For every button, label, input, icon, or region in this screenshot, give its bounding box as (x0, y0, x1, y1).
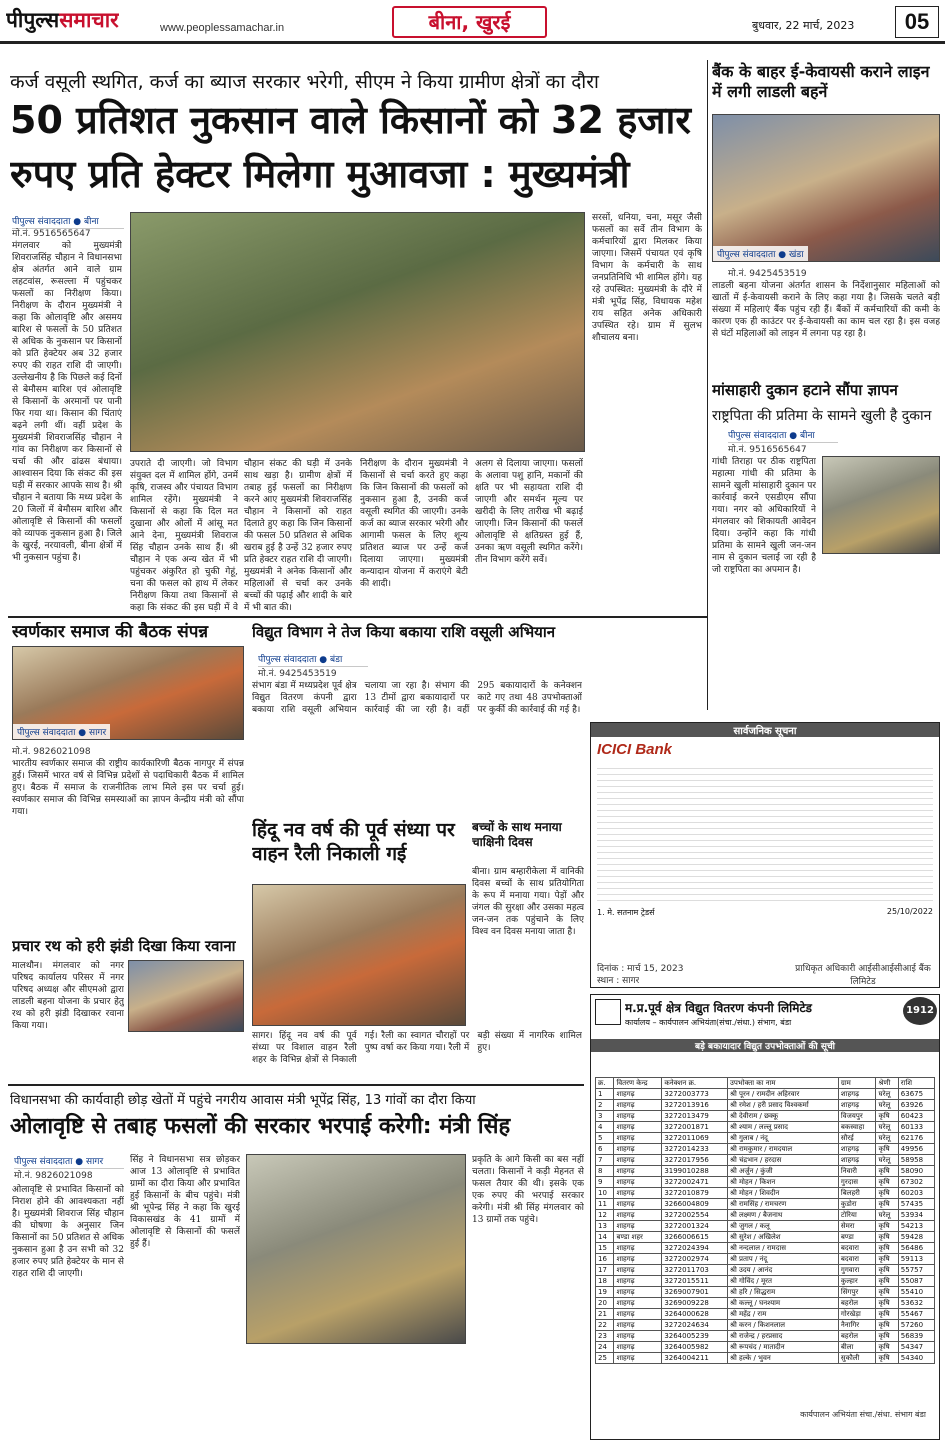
table-cell: कृषि (876, 1331, 898, 1342)
jeweller-mobile: मो.नं. 9826021098 (12, 747, 91, 757)
lead-column-6: सरसों, धनिया, चना, मसूर जैसी फसलों का सर्वे तीन विभाग के कर्मचारियों द्वारा मिलकर किया जाएगा। जिसमें पंचायत एवं कृषि विभाग के कर्मचारी के साथ जनप्रतिनिधि भी शामिल होंगे। यह रहे उपस्थित: मुख्यमंत्री के दौरे में मंत्री भूपेंद्र सिंह, विधायक महेश राय सहित अनेक अधिकारी उपस्थित रहे। ग्राम में सुलभ शौचालय बना। (592, 213, 702, 343)
table-row (596, 1122, 935, 1133)
side-story-body: लाडली बहना योजना अंतर्गत शासन के निर्देशानुसार महिलाओं को खातों में ई-केवायसी कराने के लिए कहा गया है। जिसके चलते बड़ी संख्या में महिलाएं बैंक पहुंच रही हैं। बैंकों में कर्मचारियों की कमी के कारण एक ही काउंटर पर ई-केवायसी का काम चल रहा है। इस वजह से घंटों महिलाओं को लाइन में लगना पड़ रहा है। (712, 281, 940, 339)
table-cell: शाहगढ़ (614, 1144, 662, 1155)
table-cell: कृषि (876, 1287, 898, 1298)
table-row (596, 1331, 935, 1342)
lead-column-5: अलग से दिलाया जाएगा। फसलों के अलावा पशु हानि, मकानों की क्षति पर भी सहायता राशि दी जाएगी और समर्थन मूल्य पर खरीदी के लिए तारीख भी बढ़ाई जाएगी। जिन किसानों की फसलें ओलावृष्टि से क्षतिग्रस्त हुई हैं, उनका ऋण वसूली स्थगित करेंगे। तीन विभाग करेंगे सर्वे। (475, 459, 583, 565)
notice-signatory: प्राधिकृत अधिकारी आईसीआईसीआई बैंक लिमिटेड (795, 964, 931, 987)
table-cell: घरेलू (876, 1210, 898, 1221)
table-cell: श्री रमेश / हरी प्रसाद विश्वकर्मा (727, 1100, 838, 1111)
table-cell: बहरोल (838, 1298, 876, 1309)
table-row (596, 1298, 935, 1309)
table-cell: कृषि (876, 1177, 898, 1188)
jeweller-body: भारतीय स्वर्णकार समाज की राष्ट्रीय कार्यकारिणी बैठक नागपुर में संपन्न हुई। जिसमें भारत वर्ष से विभिन्न प्रदेशों से पदाधिकारी बैठक में शामिल हुए। बैठक में समाज के राजनीतिक लाभ मिले इस पर चर्चा हुई। स्वर्णकार समाज की विभिन्न समस्याओं का ज्ञापन केन्द्रीय मंत्री को सौंपा गया। (12, 759, 244, 817)
table-cell: शाहगढ़ (614, 1155, 662, 1166)
table-cell: 3272015511 (662, 1276, 728, 1287)
table-cell: 18 (596, 1276, 614, 1287)
lead-headline-line-2: रुपए प्रति हेक्टर मिलेगा मुआवजा : मुख्यमंत्री (10, 152, 630, 196)
jeweller-headline: स्वर्णकार समाज की बैठक संपन्न (12, 622, 209, 642)
table-cell: कृषि (876, 1309, 898, 1320)
table-cell: निवारी (838, 1166, 876, 1177)
discom-col-header: उपभोक्ता का नाम (727, 1078, 838, 1089)
issue-date: बुधवार, 22 मार्च, 2023 (752, 19, 855, 32)
table-cell: कृषि (876, 1221, 898, 1232)
table-cell: 3264004211 (662, 1353, 728, 1364)
meat-story-headline: मांसाहारी दुकान हटाने सौंपा ज्ञापन (712, 381, 898, 399)
bottom-body-3: प्रकृति के आगे किसी का बस नहीं चलता। किसानों ने कड़ी मेहनत से फसल तैयार की थी। इसके एक एक रुपए की भरपाई सरकार करेगी। मंत्री श्री सिंह मंगलवार को 13 ग्रामों तक पहुंचे। (472, 1155, 584, 1225)
table-cell: सेमरा (838, 1221, 876, 1232)
table-cell: 16 (596, 1254, 614, 1265)
lead-headline-line-1: 50 प्रतिशत नुकसान वाले किसानों को 32 हजार (10, 98, 691, 142)
table-cell: श्री अर्जुन / कुंजी (727, 1166, 838, 1177)
table-cell: कृषि (876, 1166, 898, 1177)
table-cell: श्री गुलाब / नंदू (727, 1133, 838, 1144)
discom-table (595, 1077, 935, 1364)
newspaper-logo (6, 6, 119, 34)
table-row (596, 1353, 935, 1364)
table-cell: शाहगढ़ (614, 1111, 662, 1122)
table-cell: 59113 (898, 1254, 934, 1265)
notice-row-1 (597, 907, 933, 921)
table-cell: श्री देवीराम / छक्कू (727, 1111, 838, 1122)
bottom-photo-minister (246, 1154, 466, 1344)
lead-column-2: उपराते दी जाएगी। जो विभाग संयुक्त दल में शामिल होंगे, उनमें कृषि, राजस्व और पंचायत विभाग शामिल रहेंगे। मुख्यमंत्री ने किसानों से कहा कि दिल मत दुखाना और ओलों में आंसू मत आने देना, मुख्यमंत्री शिवराज सिंह चौहान उनके साथ हैं। श्री चौहान ने एक अन्य खेत में भी पहुंचकर अंकुरित हो चुकी गेहूं, चना की फसल को हाथ में लेकर निरीक्षण किया तथा किसानों से कहा कि संकट की इस घड़ी में वे (130, 459, 238, 612)
table-cell: 13 (596, 1221, 614, 1232)
table-cell: 3266004809 (662, 1199, 728, 1210)
table-row (596, 1177, 935, 1188)
table-cell: शाहगढ़ (838, 1100, 876, 1111)
table-cell: शाहगढ़ (614, 1188, 662, 1199)
table-cell: कुडोरा (838, 1199, 876, 1210)
meat-story-subhead: राष्ट्रपिता की प्रतिमा के सामने खुली है दुकान (712, 408, 932, 424)
table-cell: 3272002471 (662, 1177, 728, 1188)
discom-notice-title: बड़े बकायादार विद्युत उपभोक्ताओं की सूची (591, 1039, 939, 1052)
rally-body: सागर। हिंदू नव वर्ष की पूर्व संध्या पर विशाल वाहन रैली शहर के विभिन्न क्षेत्रों से निकाली गई। रैली का स्वागत चौराहों पर पुष्प वर्षा कर किया गया। रैली में बड़ी संख्या में नागरिक शामिल हुए। (252, 1031, 582, 1065)
table-cell: कृषि (876, 1111, 898, 1122)
table-row (596, 1111, 935, 1122)
notice-place: स्थान : सागर (597, 976, 640, 986)
bottom-headline: ओलावृष्टि से तबाह फसलों की सरकार भरपाई करेगी: मंत्री सिंह (10, 1114, 511, 1139)
table-cell: श्री हल्के / भुवन (727, 1353, 838, 1364)
table-cell: 63675 (898, 1089, 934, 1100)
table-cell: 23 (596, 1331, 614, 1342)
table-cell: 3272017956 (662, 1155, 728, 1166)
table-cell: 54213 (898, 1221, 934, 1232)
table-cell: 3264000628 (662, 1309, 728, 1320)
notice-header: सार्वजनिक सूचना (591, 723, 939, 737)
table-cell: श्री सुरेश / अखिलेश (727, 1232, 838, 1243)
table-row (596, 1133, 935, 1144)
table-row (596, 1166, 935, 1177)
table-cell: 15 (596, 1243, 614, 1254)
table-cell: 58958 (898, 1155, 934, 1166)
table-cell: शाहगढ़ (614, 1353, 662, 1364)
notice-row-date: 25/10/2022 (886, 907, 933, 916)
table-cell: श्री रामसिंह / रामचरण (727, 1199, 838, 1210)
table-cell: 19 (596, 1287, 614, 1298)
table-cell: कृषि (876, 1298, 898, 1309)
table-cell: 3272003773 (662, 1089, 728, 1100)
edition-label: बीना, खुरई (392, 6, 547, 38)
table-cell: शाहगढ़ (614, 1254, 662, 1265)
notice-body-placeholder (597, 763, 933, 903)
logo-right: समाचार (59, 8, 119, 32)
table-cell: 3272011069 (662, 1133, 728, 1144)
table-cell: श्री गोविंद / मूरत (727, 1276, 838, 1287)
table-cell: शाहगढ़ (614, 1177, 662, 1188)
table-cell: श्री रामकुमार / रामदयाल (727, 1144, 838, 1155)
table-cell: 24 (596, 1342, 614, 1353)
table-cell: श्री महेंद्र / राम (727, 1309, 838, 1320)
table-cell: कृषि (876, 1199, 898, 1210)
table-cell: 54340 (898, 1353, 934, 1364)
table-cell: बदवारा (838, 1254, 876, 1265)
website: www.peoplessamachar.in (160, 22, 285, 34)
table-cell: बकस्वाहा (838, 1122, 876, 1133)
bahrul-body: बीना। ग्राम बम्हारीकेला में वानिकी दिवस बच्चों के साथ प्रतियोगिता के रूप में मनाया गया। पेड़ों और जंगल की सुरक्षा और उसका महत्व जन-जन तक पहुंचाने के लिए विश्व वन दिवस मनाया जाता है। (472, 867, 584, 937)
table-cell: 63926 (898, 1100, 934, 1111)
table-cell: 11 (596, 1199, 614, 1210)
table-cell: 5 (596, 1133, 614, 1144)
table-cell: टोरिया (838, 1210, 876, 1221)
table-cell: 17 (596, 1265, 614, 1276)
table-cell: 3272002554 (662, 1210, 728, 1221)
table-cell: 1 (596, 1089, 614, 1100)
table-cell: विजयपुर (838, 1111, 876, 1122)
discom-col-header: ग्राम (838, 1078, 876, 1089)
table-cell: कृषि (876, 1254, 898, 1265)
table-cell: घरेलू (876, 1089, 898, 1100)
table-cell: 55087 (898, 1276, 934, 1287)
jeweller-photo (12, 646, 244, 740)
notice-row-serial: 1. (597, 908, 605, 917)
table-cell: कृषि (876, 1320, 898, 1331)
table-cell: 57435 (898, 1199, 934, 1210)
table-cell: 62176 (898, 1133, 934, 1144)
table-cell: शाहगढ़ (614, 1100, 662, 1111)
table-cell: बण्डा (838, 1232, 876, 1243)
table-cell: 2 (596, 1100, 614, 1111)
table-cell: 3199010288 (662, 1166, 728, 1177)
notice-date: दिनांक : मार्च 15, 2023 (597, 964, 684, 974)
lead-byline: पीपुल्स संवाददाता ● बीना (12, 214, 124, 229)
public-notice (590, 722, 940, 988)
table-cell: श्री कल्लू / घनश्याम (727, 1298, 838, 1309)
table-cell: सिंगपुर (838, 1287, 876, 1298)
table-cell: 3269009228 (662, 1298, 728, 1309)
table-row (596, 1089, 935, 1100)
table-row (596, 1342, 935, 1353)
table-cell: 3272014233 (662, 1144, 728, 1155)
table-cell: 58090 (898, 1166, 934, 1177)
table-row (596, 1155, 935, 1166)
side-story-headline: बैंक के बाहर ई-केवायसी कराने लाइन में लगी लाडली बहनें (712, 62, 930, 101)
table-cell: श्री नन्दलाल / रामदास (727, 1243, 838, 1254)
discom-col-header: कनेक्शन क्र. (662, 1078, 728, 1089)
table-cell: सुकौली (838, 1353, 876, 1364)
table-cell: 53934 (898, 1210, 934, 1221)
table-cell: 22 (596, 1320, 614, 1331)
discom-col-header: क्र. (596, 1078, 614, 1089)
table-cell: श्री पूरन / रामदीन अहिरवार (727, 1089, 838, 1100)
masthead (0, 0, 945, 44)
discom-logo-icon (595, 999, 621, 1025)
table-cell: 55467 (898, 1309, 934, 1320)
table-cell: कृषि (876, 1342, 898, 1353)
table-cell: 3272002974 (662, 1254, 728, 1265)
table-row (596, 1287, 935, 1298)
notice-row-party: मे. सतनाम ट्रेडर्स (607, 908, 655, 917)
table-cell: शाहगढ़ (614, 1342, 662, 1353)
table-row (596, 1232, 935, 1243)
lead-mobile: मो.नं. 9516565647 (12, 229, 91, 239)
table-cell: 53632 (898, 1298, 934, 1309)
table-cell: 3272024394 (662, 1243, 728, 1254)
chariot-photo (128, 960, 244, 1032)
table-cell: शाहगढ़ (614, 1320, 662, 1331)
table-cell: 3272013479 (662, 1111, 728, 1122)
discom-footer: कार्यपालन अभियंता संचा./संधा. संभाग बंडा (800, 1410, 926, 1419)
table-cell: श्री राजेन्द्र / हरप्रसाद (727, 1331, 838, 1342)
table-cell: 3264005982 (662, 1342, 728, 1353)
table-cell: गुरदास (838, 1177, 876, 1188)
discom-title: म.प्र.पूर्व क्षेत्र विद्युत वितरण कंपनी लिमिटेड (625, 1001, 812, 1015)
table-cell: 3266006615 (662, 1232, 728, 1243)
table-cell: 25 (596, 1353, 614, 1364)
table-row (596, 1276, 935, 1287)
table-cell: 3269007901 (662, 1287, 728, 1298)
table-cell: कृषि (876, 1232, 898, 1243)
section-rule (8, 616, 708, 618)
table-cell: श्री चंद्रभान / हरदास (727, 1155, 838, 1166)
table-row (596, 1265, 935, 1276)
meat-story-photo (822, 456, 940, 554)
lead-column-4: निरीक्षण के दौरान मुख्यमंत्री ने किसानों से चर्चा करते हुए कहा कि जिन किसानों की फसलों को नुकसान हुआ है, उनकी कर्ज वसूली स्थगित की जाएगी। उनके कर्ज का ब्याज सरकार भरेगी और आगामी फसल के लिए शून्य प्रतिशत ब्याज पर उन्हें कर्ज दिलाया जाएगा। मुख्यमंत्री कन्यादान योजना में कराएंगे बेटी की शादी। (360, 459, 468, 589)
table-row (596, 1221, 935, 1232)
table-cell: श्री हरि / सिद्धराम (727, 1287, 838, 1298)
table-cell: घरेलू (876, 1133, 898, 1144)
table-cell: शाहगढ़ (838, 1089, 876, 1100)
jeweller-byline: पीपुल्स संवाददाता ● सागर (13, 724, 110, 739)
table-cell: 3272001871 (662, 1122, 728, 1133)
table-cell: 4 (596, 1122, 614, 1133)
electricity-headline: विद्युत विभाग ने तेज किया बकाया राशि वसूली अभियान (252, 623, 556, 641)
lead-photo-cm-inspection (130, 212, 585, 452)
table-cell: श्री जुगल / कलू (727, 1221, 838, 1232)
bahrul-headline: बच्चों के साथ मनाया चाक्षिनी दिवस (472, 820, 562, 849)
table-cell: घरेलू (876, 1155, 898, 1166)
lead-column-3: चौहान संकट की घड़ी में उनके साथ खड़ा है। ग्रामीण क्षेत्रों में तबाह हुई फसलों का निरीक्षण करने आए मुख्यमंत्री शिवराजसिंह चौहान ने किसानों को राहत दिलाते हुए कहा कि जिन किसानों की फसल 50 प्रतिशत से अधिक खराब हुई है उन्हें 32 हजार रुपए प्रति हेक्टर राहत राशि दी जाएगी। मुख्यमंत्री ने अनेक किसानों और महिलाओं से चर्चा कर उनके बच्चों की पढ़ाई और शादी के बारे में भी बात की। (244, 459, 352, 612)
logo-left: पीपुल्स (6, 8, 60, 32)
table-cell: कुल्हार (838, 1276, 876, 1287)
electricity-byline: पीपुल्स संवाददाता ● बंडा (258, 652, 368, 667)
table-cell: 7 (596, 1155, 614, 1166)
table-cell: सौरई (838, 1133, 876, 1144)
table-cell: 3272010879 (662, 1188, 728, 1199)
table-row (596, 1100, 935, 1111)
table-cell: 60133 (898, 1122, 934, 1133)
page-number: 05 (895, 6, 939, 38)
table-cell: कृषि (876, 1243, 898, 1254)
bottom-byline: पीपुल्स संवाददाता ● सागर (14, 1154, 124, 1169)
icici-logo: ICICI Bank (597, 741, 673, 758)
electricity-mobile: मो.नं. 9425453519 (258, 669, 337, 679)
table-cell: बण्डा शहर (614, 1232, 662, 1243)
table-cell: 14 (596, 1232, 614, 1243)
table-cell: 3272024634 (662, 1320, 728, 1331)
table-cell: शाहगढ़ (614, 1210, 662, 1221)
table-cell: गोरखेड़ा (838, 1309, 876, 1320)
table-cell: 21 (596, 1309, 614, 1320)
table-cell: बिलहरी (838, 1188, 876, 1199)
discom-badge: 1912 (903, 997, 937, 1025)
table-cell: शाहगढ़ (614, 1199, 662, 1210)
side-story-mobile: मो.नं. 9425453519 (728, 269, 807, 279)
table-cell: श्री लक्ष्मण / बैजनाथ (727, 1210, 838, 1221)
table-cell: शाहगढ़ (614, 1166, 662, 1177)
table-cell: 9 (596, 1177, 614, 1188)
table-cell: घरेलू (876, 1122, 898, 1133)
table-cell: 56486 (898, 1243, 934, 1254)
table-cell: 20 (596, 1298, 614, 1309)
table-cell: शाहगढ़ (614, 1331, 662, 1342)
table-row (596, 1199, 935, 1210)
table-row (596, 1320, 935, 1331)
chariot-body: मालथौन। मंगलवार को नगर परिषद कार्यालय परिसर में नगर परिषद अध्यक्ष और सीएमओ द्वारा लाडली बहना योजना के प्रचार हेतु रथ को हरी झंडी दिखाकर रवाना किया गया। (12, 961, 124, 1031)
discom-notice (590, 994, 940, 1440)
bottom-kicker: विधानसभा की कार्यवाही छोड़ खेतों में पहुंचे नगरीय आवास मंत्री भूपेंद्र सिंह, 13 गांवों का दौरा किया (10, 1093, 476, 1108)
discom-col-header: वितरण केन्द्र (614, 1078, 662, 1089)
table-row (596, 1243, 935, 1254)
table-row (596, 1210, 935, 1221)
table-cell: 67302 (898, 1177, 934, 1188)
bottom-mobile: मो.नं. 9826021098 (14, 1171, 93, 1181)
table-cell: नैनागिर (838, 1320, 876, 1331)
table-cell: शाहगढ़ (614, 1287, 662, 1298)
column-divider (707, 60, 708, 710)
table-cell: 55410 (898, 1287, 934, 1298)
table-cell: 12 (596, 1210, 614, 1221)
table-cell: घरेलू (876, 1100, 898, 1111)
table-cell: कृषि (876, 1276, 898, 1287)
bottom-rule (8, 1084, 584, 1086)
table-cell: 3272001324 (662, 1221, 728, 1232)
table-cell: शाहगढ़ (614, 1089, 662, 1100)
table-cell: श्री श्याम / लल्लू प्रसाद (727, 1122, 838, 1133)
table-cell: 56839 (898, 1331, 934, 1342)
rally-photo (252, 884, 466, 1026)
table-cell: गुगवारा (838, 1265, 876, 1276)
table-cell: 6 (596, 1144, 614, 1155)
table-cell: 54347 (898, 1342, 934, 1353)
table-cell: श्री उदय / आनंद (727, 1265, 838, 1276)
chariot-headline: प्रचार रथ को हरी झंडी दिखा किया रवाना (12, 937, 236, 955)
table-cell: कृषि (876, 1353, 898, 1364)
table-cell: शाहगढ़ (614, 1298, 662, 1309)
table-cell: शाहगढ़ (614, 1221, 662, 1232)
bottom-body-1: ओलावृष्टि से प्रभावित किसानों को निराश होने की आवश्यकता नहीं है। मुख्यमंत्री शिवराज सिंह चौहान की घोषणा के अनुसार जिन किसानों का 50 प्रतिशत से अधिक नुकसान हुआ है उन सभी को 32 हजार रुपए प्रति हेक्टेयर के मान से राहत राशि दी जाएगी। (12, 1185, 124, 1279)
meat-story-mobile: मो.नं. 9516565647 (728, 445, 807, 455)
table-cell: श्री प्रताप / नंदू (727, 1254, 838, 1265)
table-cell: शाहगढ़ (614, 1133, 662, 1144)
table-row (596, 1309, 935, 1320)
side-story-byline: पीपुल्स संवाददाता ● खंडा (713, 246, 808, 261)
table-cell: 3 (596, 1111, 614, 1122)
table-cell: 57260 (898, 1320, 934, 1331)
table-cell: बहरोल (838, 1331, 876, 1342)
electricity-body: संभाग बंडा में मध्यप्रदेश पूर्व क्षेत्र विद्युत वितरण कंपनी द्वारा बकाया राशि वसूली अभियान चलाया जा रहा है। संभाग की 13 टीमों द्वारा बकायादारों पर कार्रवाई की जा रही है। वहीं 295 बकायादारों के कनेक्शन काटे गए तथा 48 उपभोक्ताओं पर कुर्की की कार्रवाई की गई है। (252, 681, 582, 715)
table-cell: 60423 (898, 1111, 934, 1122)
table-cell: श्री रूपचंद / मातादीन (727, 1342, 838, 1353)
table-cell: शाहगढ़ (614, 1122, 662, 1133)
discom-col-header: श्रेणी (876, 1078, 898, 1089)
lead-kicker: कर्ज वसूली स्थगित, कर्ज का ब्याज सरकार भरेगी, सीएम ने किया ग्रामीण क्षेत्रों का दौरा (10, 71, 599, 92)
table-cell: श्री करन / किशनलाल (727, 1320, 838, 1331)
side-story-photo-queue (712, 114, 940, 262)
table-cell: 60203 (898, 1188, 934, 1199)
table-cell: शाहगढ़ (614, 1265, 662, 1276)
table-row (596, 1188, 935, 1199)
rally-headline: हिंदू नव वर्ष की पूर्व संध्या पर वाहन रैली निकाली गई (252, 819, 455, 865)
lead-column-1: मंगलवार को मुख्यमंत्री शिवराजसिंह चौहान ने विधानसभा क्षेत्र अंतर्गत आने वाले ग्राम लहटवांस, रूसल्ला में पहुंचकर फसलों का निरीक्षण किया। निरीक्षण के दौरान मुख्यमंत्री ने कहा कि ओलावृष्टि और असमय बारिश से फसलों के 50 प्रतिशत से अधिक के नुकसान पर किसानों को प्रति हेक्टेयर अब 32 हजार रुपए की राहत राशि दी जाएगी। उल्लेखनीय है कि पिछले कई दिनों से बेमौसम बारिश एवं ओलावृष्टि से किसानों के अरमानों पर पानी फिर गया था। किसान की चिंताएं बढ़ने लगी थीं। वहीं प्रदेश के मुख्यमंत्री शिवराजसिंह चौहान ने गांव का निरीक्षण कर किसानों से चर्चा की और ढांढस बंधाया। आश्वासन दिया कि संकट की इस घड़ी में सरकार आपके साथ है। श्री चौहान ने बताया कि मध्य प्रदेश के 20 जिलों में बेमौसम बारिश और ओलावृष्टि से किसानों की फसलों को व्यापक नुकसान हुआ है। जिले के खुरई, नरयावली, बीना क्षेत्रों में भी नुकसान पहुंचा है। (12, 241, 122, 563)
table-cell: 55757 (898, 1265, 934, 1276)
table-cell: 3272013916 (662, 1100, 728, 1111)
table-cell: शाहगढ़ (614, 1243, 662, 1254)
table-cell: कृषि (876, 1144, 898, 1155)
table-cell: शाहगढ़ (838, 1155, 876, 1166)
discom-subtitle: कार्यालय – कार्यपालन अभियंता(संचा./संधा.) संभाग, बंडा (625, 1018, 792, 1027)
discom-col-header: राशि (898, 1078, 934, 1089)
table-cell: श्री मोहन / शिवदीन (727, 1188, 838, 1199)
bottom-body-2: सिंह ने विधानसभा सत्र छोड़कर आज 13 ओलावृष्टि से प्रभावित ग्रामों का दौरा किया और प्रभावित हुई किसानों के बीच पहुंचे। मंत्री श्री भूपेन्द्र सिंह ने कहा कि खुरई विकासखंड के 41 ग्रामों में ओलावृष्टि से किसानों की फसलें हुई हैं। (130, 1155, 240, 1249)
table-cell: शाहगढ़ (614, 1309, 662, 1320)
table-cell: 3272011703 (662, 1265, 728, 1276)
table-cell: कृषि (876, 1188, 898, 1199)
table-cell: 3264005239 (662, 1331, 728, 1342)
table-row (596, 1254, 935, 1265)
table-cell: बदवारा (838, 1243, 876, 1254)
table-cell: शाहगढ़ (838, 1144, 876, 1155)
meat-story-body: गांधी तिराहा पर ठीक राष्ट्रपिता महात्मा गांधी की प्रतिमा के सामने खुली मांसाहारी दुकान पर कार्रवाई करने एसडीएम सौंपा गया। नगर को अधिकारियों ने मंगलवार को शिकायती आवेदन दिया। उन्होंने कहा कि गांधी प्रतिमा के सामने खुली जन-जन नाम से दुकान चलाई जा रही है जो राष्ट्रपिता का अपमान है। (712, 457, 816, 575)
table-row (596, 1144, 935, 1155)
table-cell: 10 (596, 1188, 614, 1199)
meat-story-byline: पीपुल्स संवाददाता ● बीना (728, 428, 838, 443)
table-cell: 59428 (898, 1232, 934, 1243)
table-cell: श्री मोहन / किशन (727, 1177, 838, 1188)
table-cell: 8 (596, 1166, 614, 1177)
table-cell: बीला (838, 1342, 876, 1353)
discom-table-wrap (595, 1077, 935, 1403)
table-cell: शाहगढ़ (614, 1276, 662, 1287)
table-cell: कृषि (876, 1265, 898, 1276)
table-cell: 49956 (898, 1144, 934, 1155)
